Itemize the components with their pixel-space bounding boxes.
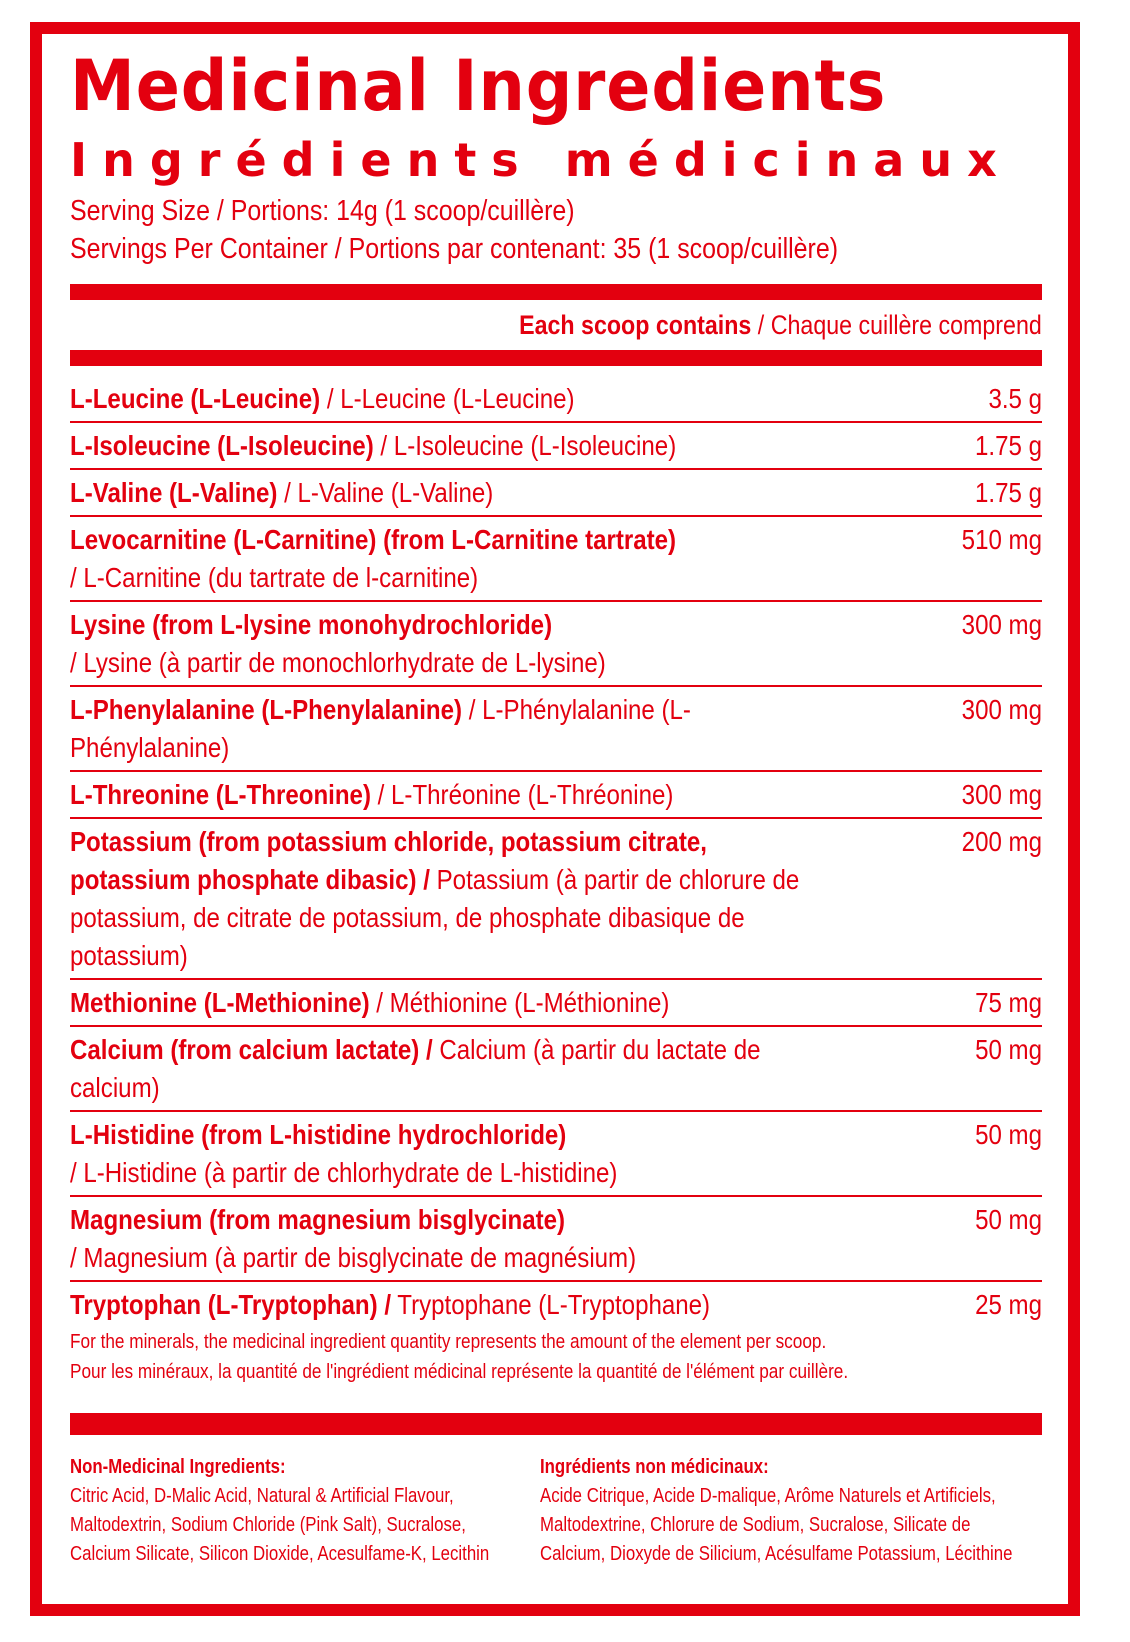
ingredient-amount: 300 mg xyxy=(961,779,1042,810)
non-medicinal-title-fr: Ingrédients non médicinaux: xyxy=(540,1456,769,1478)
supplement-facts-panel xyxy=(30,22,1080,1616)
ingredient-name xyxy=(70,1286,820,1324)
ingredient-row xyxy=(70,470,1042,517)
ingredient-row xyxy=(70,423,1042,470)
ingredient-row xyxy=(70,1027,1042,1112)
ingredient-name-fr: / L-Thréonine (L-Thréonine) xyxy=(370,779,674,810)
ingredient-name-fr: / L-Carnitine (du tartrate de l-carnitine) xyxy=(70,562,479,593)
ingredient-name-en: Methionine (L-Methionine) xyxy=(70,987,370,1018)
ingredient-row xyxy=(70,1282,1042,1327)
divider-bar xyxy=(70,350,1042,366)
ingredient-name-fr: / L-Phénylalanine (L-Phénylalanine) xyxy=(70,694,691,763)
divider-bar xyxy=(70,1413,1042,1435)
ingredient-name xyxy=(70,380,820,418)
ingredient-name-en: L-Phenylalanine (L-Phenylalanine) xyxy=(70,694,463,725)
ingredient-row xyxy=(70,772,1042,819)
ingredient-name-en: Calcium (from calcium lactate) / xyxy=(70,1034,433,1065)
ingredient-name-en: L-Valine (L-Valine) xyxy=(70,477,278,508)
ingredient-name-en: L-Isoleucine (L-Isoleucine) xyxy=(70,430,374,461)
ingredient-name xyxy=(70,606,820,682)
each-scoop-contains xyxy=(70,300,1042,350)
ingredient-amount: 50 mg xyxy=(975,1034,1042,1065)
ingredient-name-en: L-Threonine (L-Threonine) xyxy=(70,779,371,810)
ingredient-name-fr: / L-Histidine (à partir de chlorhydrate de L-histidine) xyxy=(70,1157,618,1188)
non-medicinal-en xyxy=(70,1453,490,1569)
ingredient-row xyxy=(70,819,1042,980)
non-medicinal-line: Calcium Silicate, Silicon Dioxide, Acesulfame-K, Lecithin xyxy=(70,1543,490,1565)
ingredient-name xyxy=(70,691,820,767)
contains-en: Each scoop contains xyxy=(519,310,752,340)
divider-bar xyxy=(70,284,1042,300)
ingredient-name xyxy=(70,823,820,975)
ingredient-name xyxy=(70,984,820,1022)
ingredient-name-fr: Calcium (à partir du lactate de calcium) xyxy=(70,1034,761,1103)
non-medicinal-line: Citric Acid, D-Malic Acid, Natural & Artificial Flavour, xyxy=(70,1485,454,1507)
contains-separator: / xyxy=(751,310,771,340)
ingredient-table xyxy=(70,376,1042,1327)
ingredient-name xyxy=(70,427,820,465)
ingredient-name-fr: / L-Isoleucine (L-Isoleucine) xyxy=(373,430,677,461)
ingredient-amount: 510 mg xyxy=(961,524,1042,555)
ingredient-name-fr: / Lysine (à partir de monochlorhydrate de L-lysine) xyxy=(70,647,606,678)
non-medicinal-title-en: Non-Medicinal Ingredients: xyxy=(70,1456,286,1478)
page-subtitle: Ingrédients médicinaux xyxy=(70,133,1012,187)
ingredient-name xyxy=(70,776,820,814)
ingredient-name-en: L-Histidine (from L-histidine hydrochloride) xyxy=(70,1119,567,1150)
ingredient-amount: 50 mg xyxy=(975,1204,1042,1235)
ingredient-name-en: Lysine (from L-lysine monohydrochloride) xyxy=(70,609,553,640)
ingredient-row xyxy=(70,602,1042,687)
ingredient-amount: 1.75 g xyxy=(975,477,1042,508)
ingredient-name-fr: / L-Valine (L-Valine) xyxy=(277,477,494,508)
ingredient-name xyxy=(70,1201,820,1277)
ingredient-name-fr: / Méthionine (L-Méthionine) xyxy=(369,987,670,1018)
ingredient-name-en: Tryptophan (L-Tryptophan) / xyxy=(70,1289,392,1320)
ingredient-amount: 75 mg xyxy=(975,987,1042,1018)
ingredient-amount: 1.75 g xyxy=(975,430,1042,461)
ingredient-row xyxy=(70,1197,1042,1282)
page-title: Medicinal Ingredients xyxy=(70,45,887,127)
ingredient-name xyxy=(70,474,820,512)
ingredient-name-fr: Potassium (à partir de chlorure de potassium, de citrate de potassium, de phosphate dibasique de potassium) xyxy=(70,864,800,971)
ingredient-name xyxy=(70,1116,820,1192)
contains-fr: Chaque cuillère comprend xyxy=(770,310,1042,340)
minerals-note-en: For the minerals, the medicinal ingredient quantity represents the amount of the element per scoop. xyxy=(70,1331,827,1353)
ingredient-amount: 3.5 g xyxy=(988,383,1042,414)
ingredient-name-en: Magnesium (from magnesium bisglycinate) xyxy=(70,1204,566,1235)
ingredient-amount: 200 mg xyxy=(961,826,1042,857)
ingredient-name-en: Levocarnitine (L-Carnitine) (from L-Carnitine tartrate) xyxy=(70,524,677,555)
ingredient-name-fr: Tryptophane (L-Tryptophane) xyxy=(391,1289,711,1320)
ingredient-row xyxy=(70,517,1042,602)
ingredient-name-fr: / L-Leucine (L-Leucine) xyxy=(320,383,575,414)
non-medicinal-section xyxy=(70,1453,1042,1569)
ingredient-row xyxy=(70,980,1042,1027)
ingredient-name xyxy=(70,521,820,597)
ingredient-amount: 300 mg xyxy=(961,609,1042,640)
panel-content xyxy=(70,34,1042,1569)
non-medicinal-line: Maltodextrin, Sodium Chloride (Pink Salt), Sucralose, xyxy=(70,1514,466,1536)
servings-per-container: Servings Per Container / Portions par contenant: 35 (1 scoop/cuillère) xyxy=(70,233,839,265)
non-medicinal-line: Maltodextrine, Chlorure de Sodium, Sucralose, Silicate de xyxy=(540,1514,971,1536)
ingredient-row xyxy=(70,687,1042,772)
ingredient-row xyxy=(70,376,1042,423)
ingredient-amount: 50 mg xyxy=(975,1119,1042,1150)
ingredient-row xyxy=(70,1112,1042,1197)
non-medicinal-line: Acide Citrique, Acide D-malique, Arôme Naturels et Artificiels, xyxy=(540,1485,996,1507)
ingredient-amount: 300 mg xyxy=(961,694,1042,725)
ingredient-name-en: L-Leucine (L-Leucine) xyxy=(70,383,321,414)
minerals-note-fr: Pour les minéraux, la quantité de l'ingrédient médicinal représente la quantité de l'élément par cuillère. xyxy=(70,1361,849,1383)
serving-size: Serving Size / Portions: 14g (1 scoop/cuillère) xyxy=(70,195,575,227)
ingredient-name-fr: / Magnesium (à partir de bisglycinate de magnésium) xyxy=(70,1242,637,1273)
ingredient-name xyxy=(70,1031,820,1107)
ingredient-amount: 25 mg xyxy=(975,1289,1042,1320)
non-medicinal-fr xyxy=(540,1453,1013,1569)
non-medicinal-line: Calcium, Dioxyde de Silicium, Acésulfame Potassium, Lécithine xyxy=(540,1543,1013,1565)
ingredient-name-en: Potassium (from potassium chloride, potassium citrate, potassium phosphate dibasic) / xyxy=(70,826,707,895)
